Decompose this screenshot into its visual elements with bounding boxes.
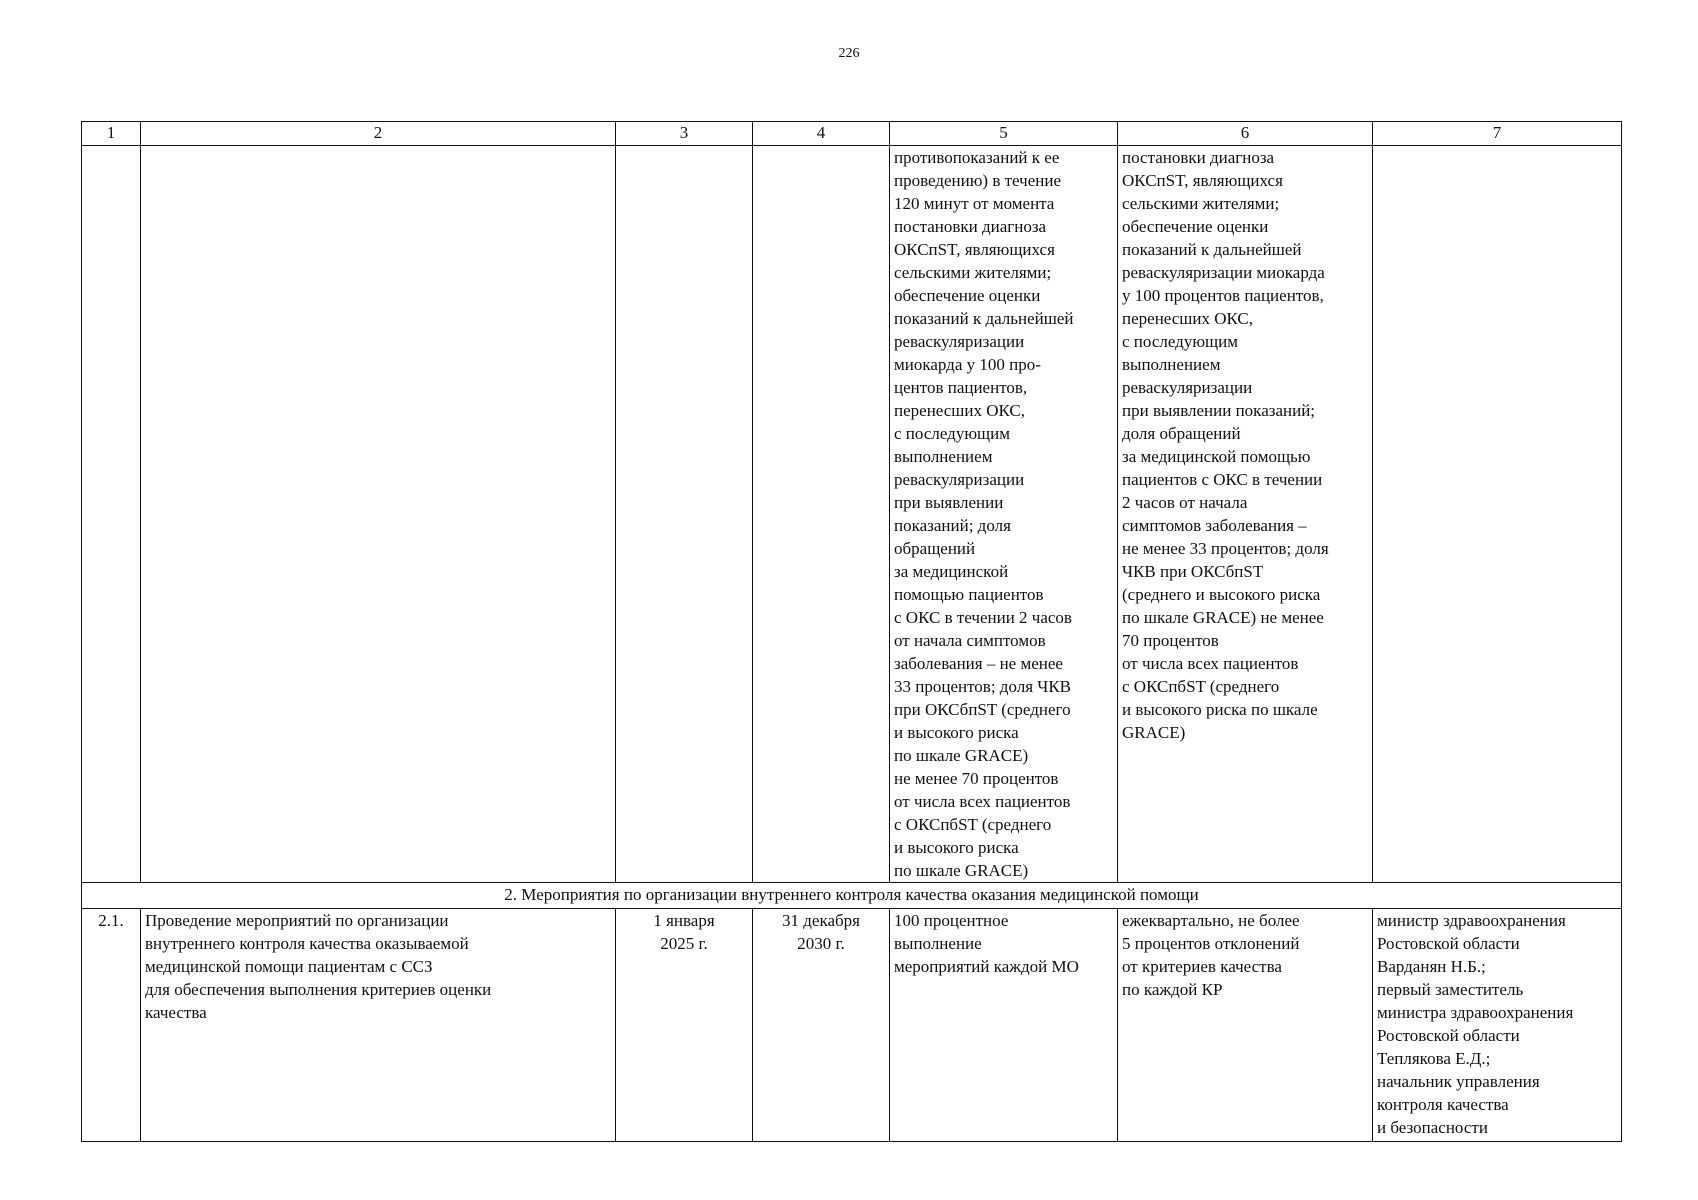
- cell-end-date: [753, 146, 890, 883]
- page-number: 226: [838, 46, 860, 61]
- quality-indicator: ежеквартально, не более 5 процентов отклонений от критериев качества по каждой КР: [1118, 909, 1373, 1142]
- section-title: 2. Мероприятия по организации внутреннего контроля качества оказания медицинской помощи: [82, 883, 1622, 909]
- section-header-row: [82, 883, 1622, 909]
- cell-start-date: [616, 146, 753, 883]
- start-date: 1 января 2025 г.: [616, 909, 753, 1142]
- column-number-1: 1: [82, 122, 141, 146]
- column-number-2: 2: [141, 122, 616, 146]
- cell-expected-result: противопоказаний к ее проведению) в течение 120 минут от момента постановки диагноза ОКСпST, являющихся сельскими жителями; обеспечение оценки показаний к дальнейшей реваскуляризации миокарда у 100 про- центов пациентов, перенесших ОКС, с последующим выполнением реваскуляризации при выявлении показаний; доля обращений за медицинской помощью пациентов с ОКС в течении 2 часов от начала симптомов заболевания – не менее 33 процентов; доля ЧКВ при ОКСбпST (среднего и высокого риска по шкале GRACE) не менее 70 процентов от числа всех пациентов с ОКСпбST (среднего и высокого риска по шкале GRACE): [890, 146, 1118, 883]
- column-number-row: [82, 122, 1622, 146]
- column-number-7: 7: [1373, 122, 1622, 146]
- table-row: [82, 909, 1622, 1142]
- cell-responsible: [1373, 146, 1622, 883]
- expected-result: 100 процентное выполнение мероприятий каждой МО: [890, 909, 1118, 1142]
- cell-number: [82, 146, 141, 883]
- plan-table: [81, 121, 1622, 1142]
- column-number-3: 3: [616, 122, 753, 146]
- column-number-6: 6: [1118, 122, 1373, 146]
- column-number-5: 5: [890, 122, 1118, 146]
- cell-activity: [141, 146, 616, 883]
- row-number: 2.1.: [82, 909, 141, 1142]
- responsible-persons: министр здравоохранения Ростовской области Варданян Н.Б.; первый заместитель министра здравоохранения Ростовской области Теплякова Е.Д.; начальник управления контроля качества и безопасности: [1373, 909, 1622, 1142]
- activity-name: Проведение мероприятий по организации внутреннего контроля качества оказываемой медицинской помощи пациентам с ССЗ для обеспечения выполнения критериев оценки качества: [141, 909, 616, 1142]
- end-date: 31 декабря 2030 г.: [753, 909, 890, 1142]
- table-row-continued: [82, 146, 1622, 883]
- cell-indicator: постановки диагноза ОКСпST, являющихся сельскими жителями; обеспечение оценки показаний к дальнейшей реваскуляризации миокарда у 100 процентов пациентов, перенесших ОКС, с последующим выполнением реваскуляризации при выявлении показаний; доля обращений за медицинской помощью пациентов с ОКС в течении 2 часов от начала симптомов заболевания – не менее 33 процентов; доля ЧКВ при ОКСбпST (среднего и высокого риска по шкале GRACE) не менее 70 процентов от числа всех пациентов с ОКСпбST (среднего и высокого риска по шкале GRACE): [1118, 146, 1373, 883]
- column-number-4: 4: [753, 122, 890, 146]
